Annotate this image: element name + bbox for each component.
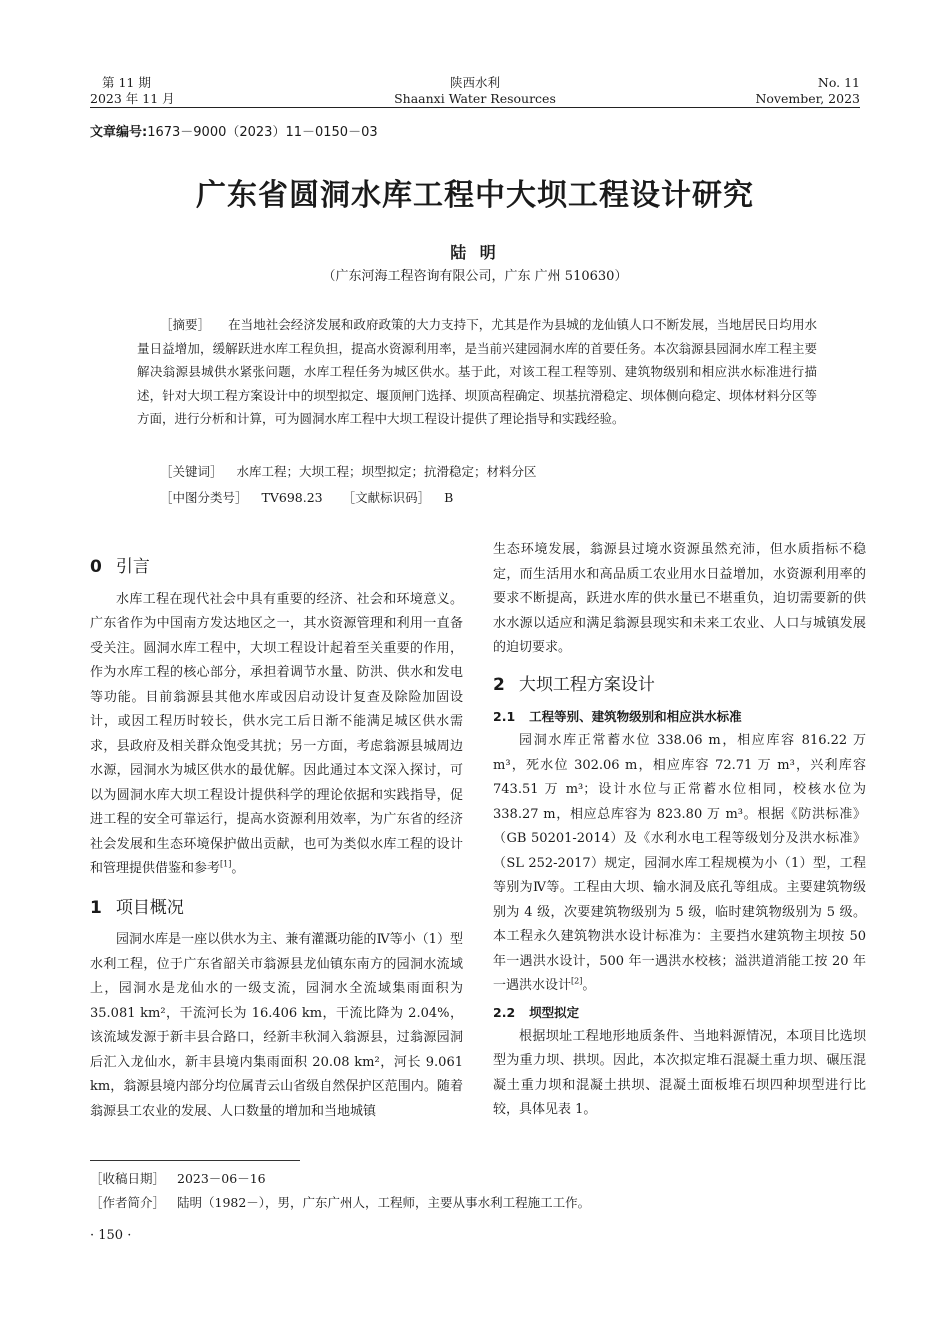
header-issue-cn: 第 11 期 bbox=[102, 75, 151, 90]
section-0-end: 。 bbox=[231, 861, 245, 876]
section-2-1-paragraph bbox=[493, 729, 866, 999]
header-date-cn: 2023 年 11 月 bbox=[90, 91, 175, 106]
section-1-paragraph: 园洞水库是一座以供水为主、兼有灌溉功能的Ⅳ等小（1）型水利工程，位于广东省韶关市翁源县龙仙镇东南方的园洞水流域上，园洞水是龙仙水的一级支流，园洞水全流域集雨面积为 35.081 km²，干流河长为 16.406 km，干流比降为 2.04%，该流域发源于新丰县合路口，经新丰秋洞入翁源县，过翁源园洞后汇入龙仙水，新丰县境内集雨面积 20.08 km²，河长 9.061 km，翁源县境内部分均位属青云山省级自然保护区范围内。随着翁源县工农业的发展、人口数量的增加和当地城镇 bbox=[90, 932, 463, 1119]
citation-2: [2] bbox=[571, 976, 583, 986]
header-date-en: November, 2023 bbox=[755, 91, 860, 106]
author-bio-label: ［作者简介］ bbox=[90, 1195, 166, 1210]
author-bio bbox=[90, 1193, 590, 1211]
section-2-1-text: 园洞水库正常蓄水位 338.06 m，相应库容 816.22 万 m³，死水位 302.06 m，相应库容 72.71 万 m³，兴利库容 743.51 万 m³；设计水位与正常蓄水位相同，校核水位为 338.27 m，相应总库容为 823.80 万 m³。根据《防洪标准》（GB 50201-2014）及《水利水电工程等级划分及洪水标准》（SL 252-2017）规定，园洞水库工程规模为小（1）型，工程等别为Ⅳ等。工程由大坝、输水洞及底孔等组成。主要建筑物级别为 4 级，次要建筑物级别为 5 级，临时建筑物级别为 5 级。本工程永久建筑物洪水设计标准为：主要挡水建筑物主坝按 50 年一遇洪水设计，500 年一遇洪水校核；溢洪道消能工按 20 年一遇洪水设计 bbox=[493, 733, 866, 993]
journal-name-en: Shaanxi Water Resources bbox=[394, 91, 556, 106]
received-value: 2023－06－16 bbox=[177, 1171, 266, 1186]
section-0-number: 0 bbox=[90, 557, 102, 577]
footnote-divider bbox=[90, 1160, 300, 1161]
article-number-value: 1673－9000（2023）11－0150－03 bbox=[147, 125, 378, 140]
section-2-2-number: 2.2 bbox=[493, 1004, 516, 1020]
received-date bbox=[90, 1169, 266, 1187]
header-divider bbox=[90, 107, 860, 108]
classification bbox=[160, 488, 453, 506]
author-bio-value: 陆明（1982－），男，广东广州人，工程师，主要从事水利工程施工工作。 bbox=[177, 1195, 591, 1210]
abstract bbox=[137, 313, 817, 431]
abstract-label: ［摘要］ bbox=[160, 317, 211, 332]
section-2-1-title: 工程等别、建筑物级别和相应洪水标准 bbox=[529, 709, 742, 724]
section-2-2-heading bbox=[493, 1001, 866, 1025]
author-affiliation: （广东河海工程咨询有限公司，广东 广州 510630） bbox=[322, 269, 628, 284]
journal-name-cn: 陕西水利 bbox=[449, 75, 500, 90]
section-2-number: 2 bbox=[493, 674, 505, 695]
keywords-label: ［关键词］ bbox=[160, 464, 223, 479]
section-2-1-number: 2.1 bbox=[493, 709, 516, 724]
clc-value: TV698.23 bbox=[261, 490, 323, 505]
section-0-text: 水库工程在现代社会中具有重要的经济、社会和环境意义。广东省作为中国南方发达地区之一，其水资源管理和利用一直备受关注。圆洞水库工程中，大坝工程设计起着至关重要的作用，作为水库工程的核心部分，承担着调节水量、防洪、供水和发电等功能。目前翁源县其他水库或因启动设计复查及除险加固设计，或因工程历时较长，供水完工后日渐不能满足城区供水需求，县政府及相关群众饱受其扰；另一方面，考虑翁源县城周边水源，园洞水为城区供水的最优解。因此通过本文深入探讨，可以为圆洞水库大坝工程设计提供科学的理论依据和实践指导，促进工程的安全可靠运行，提高水资源利用效率，为广东省的经济社会发展和生态环境保护做出贡献，也可为类似水库工程的设计和管理提供借鉴和参考 bbox=[90, 591, 463, 876]
section-1-number: 1 bbox=[90, 897, 102, 918]
section-0-paragraph bbox=[90, 588, 463, 882]
section-2-title: 大坝工程方案设计 bbox=[518, 674, 655, 695]
article-number-label: 文章编号: bbox=[90, 125, 148, 140]
section-2-2-paragraph: 根据坝址工程地形地质条件、当地料源情况，本项目比选坝型为重力坝、拱坝。因此，本次拟定堆石混凝土重力坝、碾压混凝土重力坝和混凝土拱坝、混凝土面板堆石坝四种坝型进行比较，具体见表 1。 bbox=[493, 1028, 866, 1117]
continued-paragraph: 生态环境发展，翁源县过境水资源虽然充沛，但水质指标不稳定，而生活用水和高品质工农业用水日益增加，水资源利用率的要求不断提高，跃进水库的供水量已不堪重负，迫切需要新的供水水源以适应和满足翁源县现实和未来工农业、人口与城镇发展的迫切要求。 bbox=[493, 542, 866, 655]
citation-1: [1] bbox=[220, 859, 232, 869]
section-1-heading bbox=[90, 896, 463, 921]
doc-code-value: B bbox=[444, 490, 454, 505]
article-number bbox=[90, 121, 378, 140]
keywords bbox=[160, 462, 537, 480]
abstract-text: 在当地社会经济发展和政府政策的大力支持下，尤其是作为县城的龙仙镇人口不断发展，当地居民日均用水量日益增加，缓解跃进水库工程负担，提高水资源利用率，是当前兴建园洞水库的首要任务。本次翁源县园洞水库工程主要解决翁源县城供水紧张问题，水库工程任务为城区供水。基于此，对该工程工程等别、建筑物级别和相应洪水标准进行描述，针对大坝工程方案设计中的坝型拟定、堰顶闸门选择、坝顶高程确定、坝基抗滑稳定、坝体侧向稳定、坝体材料分区等方面，进行分析和计算，可为圆洞水库工程中大坝工程设计提供了理论指导和实践经验。 bbox=[137, 317, 817, 426]
page-number: · 150 · bbox=[90, 1228, 132, 1243]
section-2-heading bbox=[493, 673, 866, 698]
author-name: 陆 明 bbox=[450, 243, 500, 262]
left-column bbox=[90, 545, 463, 1124]
section-2-1-heading bbox=[493, 705, 866, 729]
received-label: ［收稿日期］ bbox=[90, 1171, 166, 1186]
clc-label: ［中图分类号］ bbox=[160, 490, 248, 505]
header-right bbox=[755, 75, 860, 107]
doc-code-label: ［文献标识码］ bbox=[342, 490, 431, 505]
header-issue-en: No. 11 bbox=[817, 75, 860, 90]
paper-title: 广东省圆洞水库工程中大坝工程设计研究 bbox=[196, 178, 754, 213]
section-2-1-end: 。 bbox=[582, 978, 596, 993]
keywords-text: 水库工程；大坝工程；坝型拟定；抗滑稳定；材料分区 bbox=[236, 464, 537, 479]
section-1-title: 项目概况 bbox=[115, 897, 184, 918]
section-2-2-title: 坝型拟定 bbox=[529, 1004, 580, 1020]
right-column bbox=[493, 538, 866, 1123]
section-0-title: 引言 bbox=[115, 557, 150, 577]
section-0-heading bbox=[90, 555, 463, 580]
